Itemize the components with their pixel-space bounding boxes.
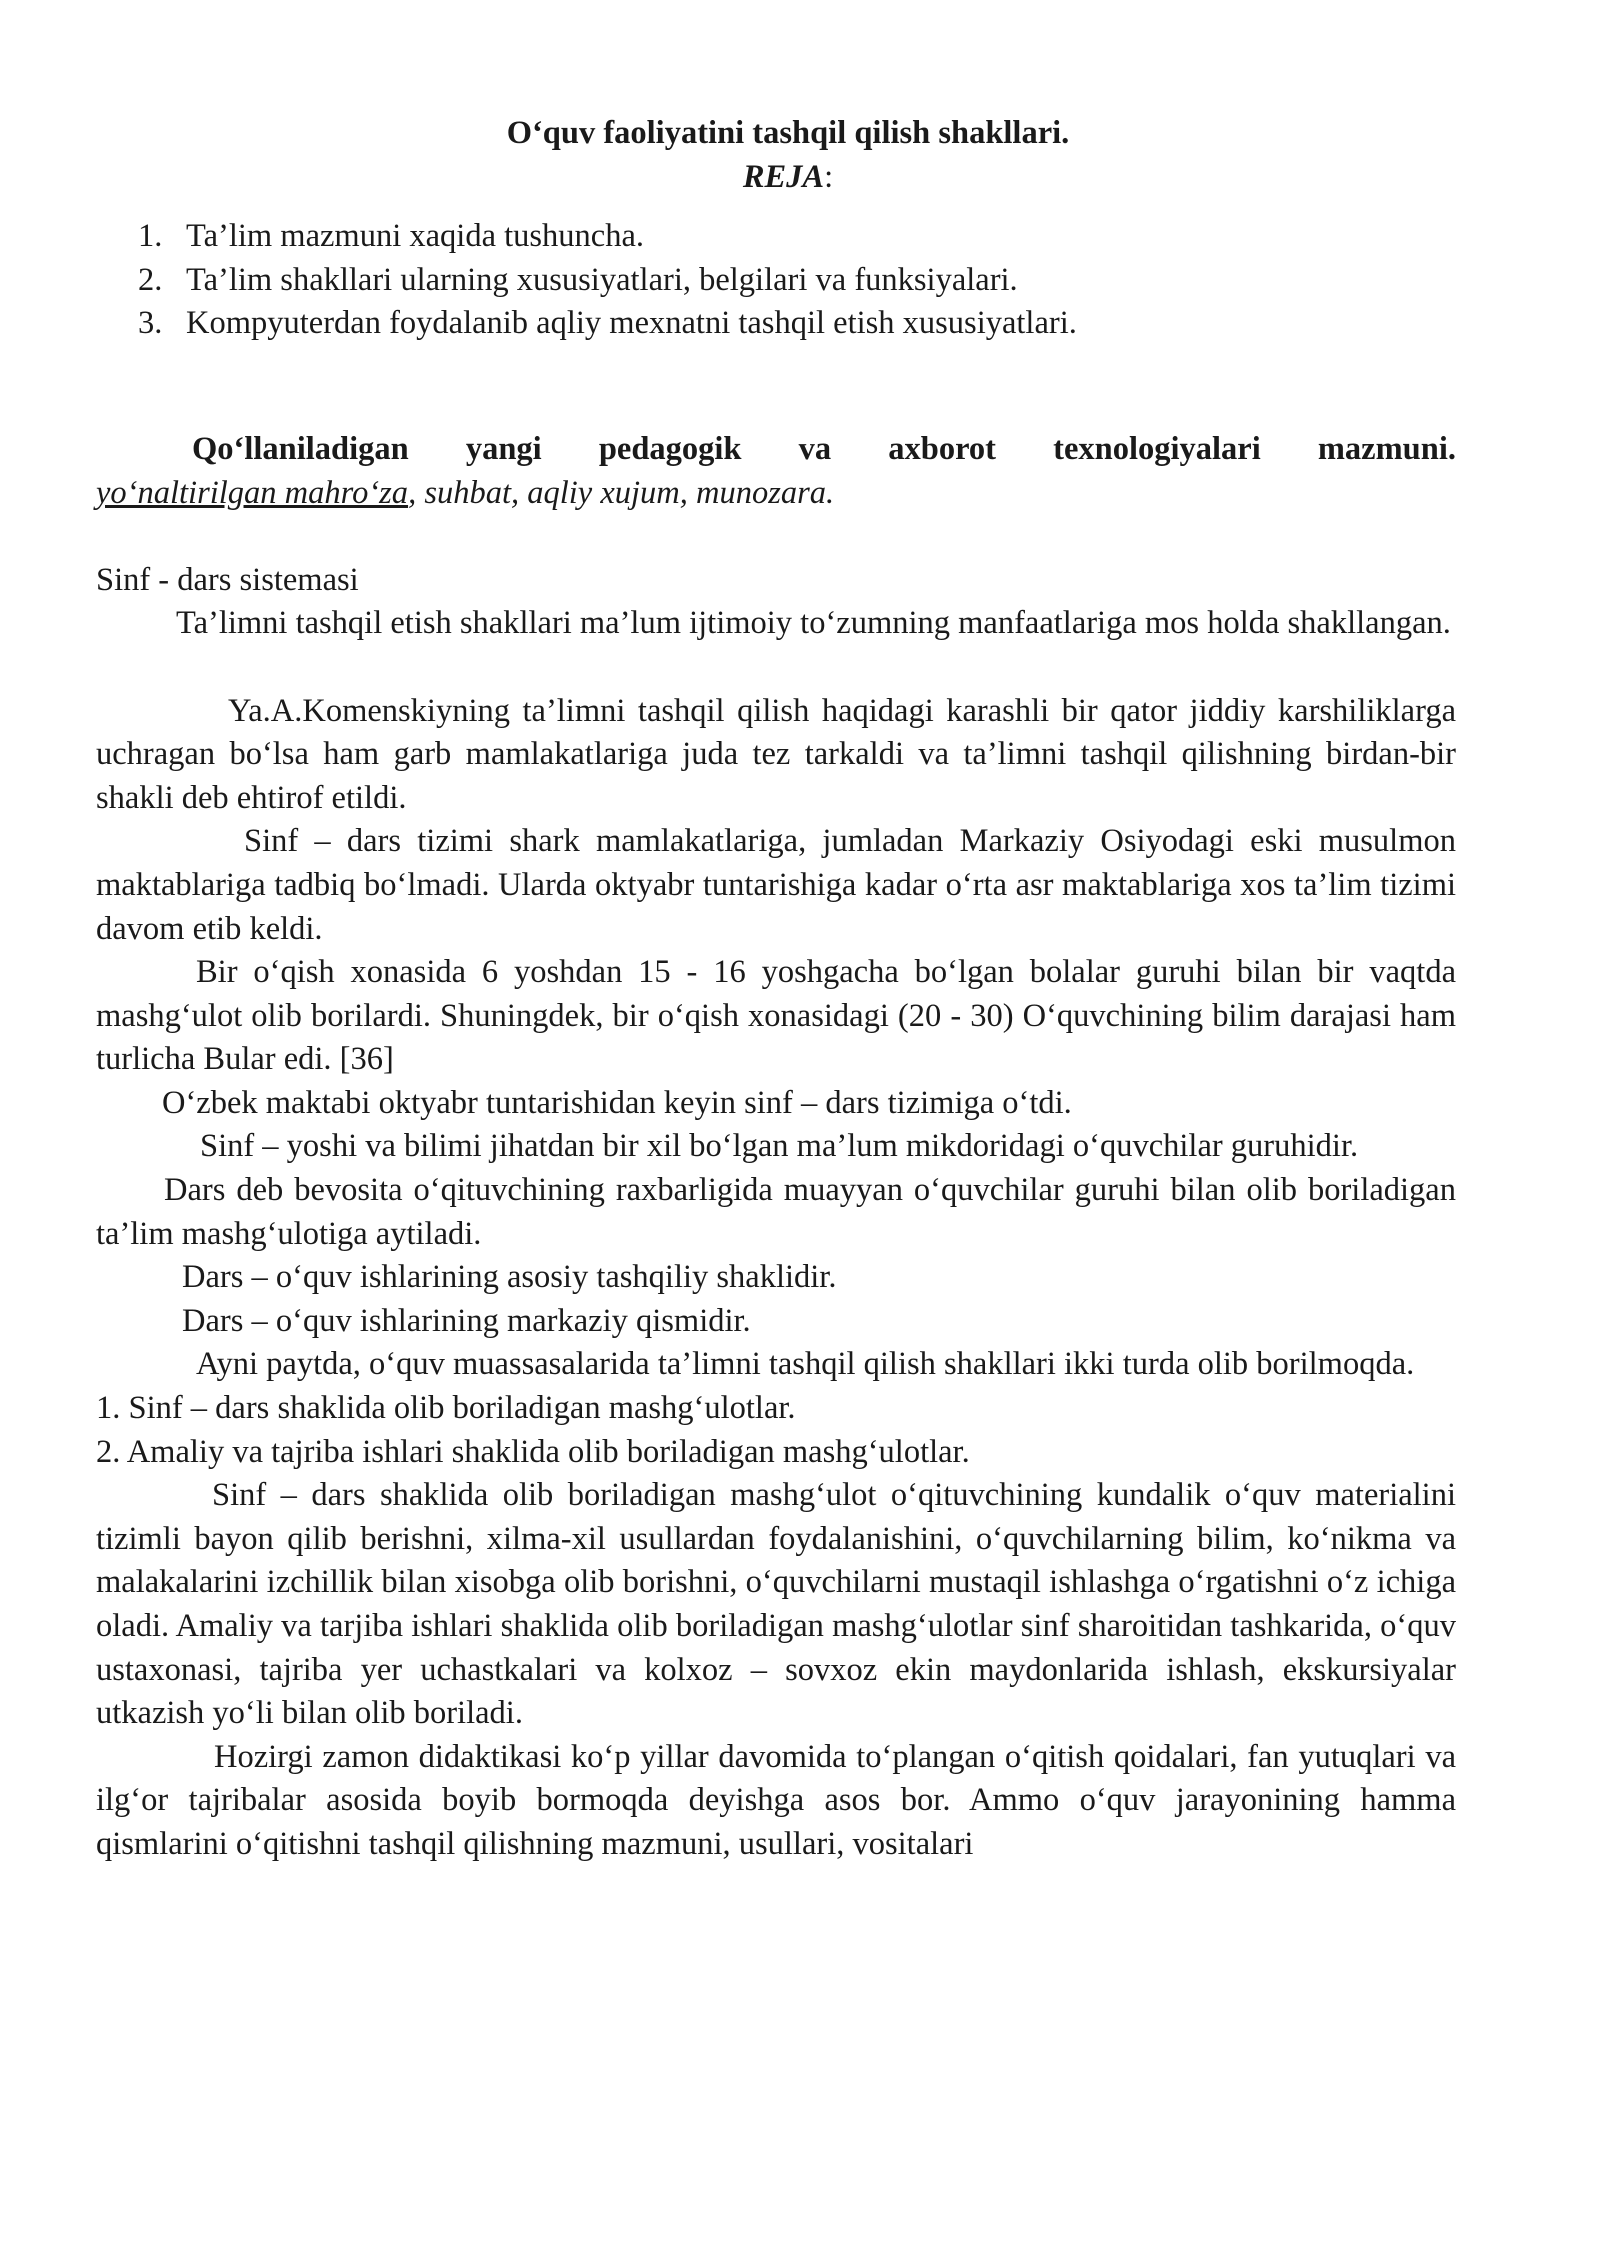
plan-heading-colon: :: [824, 158, 834, 195]
plan-item: [138, 302, 1456, 346]
paragraph: O‘zbek maktabi oktyabr tuntarishidan keyin sinf – dars tizimiga o‘tdi.: [162, 1084, 1072, 1121]
paragraph: Ta’limni tashqil etish shakllari ma’lum ijtimoiy to‘zumning manfaatlariga mos holda shakllangan.: [176, 605, 1451, 642]
paragraph: Bir o‘qish xonasida 6 yoshdan 15 - 16 yoshgacha bo‘lgan bolalar guruhi bilan bir vaqtda mashg‘ulot olib borilardi. Shuningdek, bir o‘qish xonasidagi (20 - 30) O‘quvchining bilim darajasi ham turlicha Bular edi. [36]: [96, 954, 1456, 1078]
list-line: 1. Sinf – dars shaklida olib boriladigan mashg‘ulotlar.: [96, 1390, 796, 1427]
plan-item-text: Ta’lim shakllari ularning xususiyatlari, belgilari va funksiyalari.: [186, 261, 1018, 298]
paragraph: Dars – o‘quv ishlarining markaziy qismidir.: [182, 1302, 751, 1339]
paragraph: Sinf – dars shaklida olib boriladigan mashg‘ulot o‘qituvchining kundalik o‘quv materialini tizimli bayon qilib berishni, xilma-xil usullardan foydalanishini, o‘quvchilarning bilim, ko‘nikma va malakalarini izchillik bilan xisobga olib borishni, o‘quvchilarni mustaqil ishlashga o‘rgatishni o‘z ichiga oladi. Amaliy va tarjiba ishlari shaklida olib boriladigan mashg‘ulotlar sinf sharoitidan tashkarida, o‘quv ustaxonasi, tajriba yer uchastkalari va kolxoz – sovxoz ekin maydonlarida ishlash, ekskursiyalar utkazish yo‘li bilan olib boriladi.: [96, 1477, 1456, 1732]
list-line: 2. Amaliy va tajriba ishlari shaklida olib boriladigan mashg‘ulotlar.: [96, 1433, 970, 1470]
paragraph: Sinf – dars tizimi shark mamlakatlariga, jumladan Markaziy Osiyodagi eski musulmon maktablariga tadbiq bo‘lmadi. Ularda oktyabr tuntarishiga kadar o‘rta asr maktablariga xos ta’lim tizimi davom etib keldi.: [96, 823, 1456, 947]
plan-item-number: 2.: [138, 261, 163, 298]
paragraph: Ayni paytda, o‘quv muassasalarida ta’limni tashqil qilish shakllari ikki turda olib borilmoqda.: [196, 1346, 1415, 1383]
plan-item-number: 3.: [138, 305, 163, 342]
technologies-methods-underlined: yo‘naltirilgan mahro‘za: [96, 474, 409, 511]
paragraph: Dars deb bevosita o‘qituvchining raxbarligida muayyan o‘quvchilar guruhi bilan olib boriladigan ta’lim mashg‘ulotiga aytiladi.: [96, 1172, 1456, 1252]
section-title: Sinf - dars sistemasi: [96, 561, 359, 598]
document-title: O‘quv faoliyatini tashqil qilish shakllari.: [506, 115, 1070, 151]
plan-item: [138, 259, 1456, 303]
paragraph: Hozirgi zamon didaktikasi ko‘p yillar davomida to‘plangan o‘qitish qoidalari, fan yutuqlari va ilg‘or tajribalar asosida boyib bormoqda deyishga asos bor. Ammo o‘quv jarayonining hamma qismlarini o‘qitishni tashqil qilishning mazmuni, usullari, vositalari: [96, 1738, 1456, 1862]
plan-heading-label: REJA: [742, 158, 825, 195]
technologies-heading: Qo‘llaniladigan yangi pedagogik va axborot texnologiyalari mazmuni.: [192, 430, 1456, 467]
paragraph: Dars – o‘quv ishlarining asosiy tashqiliy shaklidir.: [182, 1259, 837, 1296]
plan-heading: [96, 156, 1456, 200]
plan-item-text: Kompyuterdan foydalanib aqliy mexnatni tashqil etish xususiyatlari.: [186, 305, 1077, 342]
plan-item-number: 1.: [138, 218, 163, 255]
plan-list: [96, 215, 1456, 346]
technologies-methods: [96, 472, 1456, 516]
paragraph: Ya.A.Komenskiyning ta’limni tashqil qilish haqidagi karashli bir qator jiddiy karshiliklarga uchragan bo‘lsa ham garb mamlakatlariga juda tez tarkaldi va ta’limni tashqil qilishning birdan-bir shakli deb ehtirof etildi.: [96, 692, 1456, 816]
paragraph: Sinf – yoshi va bilimi jihatdan bir xil bo‘lgan ma’lum mikdoridagi o‘quvchilar guruhidir.: [200, 1128, 1359, 1165]
technologies-methods-rest: , suhbat, aqliy xujum, munozara.: [408, 474, 835, 511]
plan-item-text: Ta’lim mazmuni xaqida tushuncha.: [186, 218, 645, 255]
plan-item: [138, 215, 1456, 259]
